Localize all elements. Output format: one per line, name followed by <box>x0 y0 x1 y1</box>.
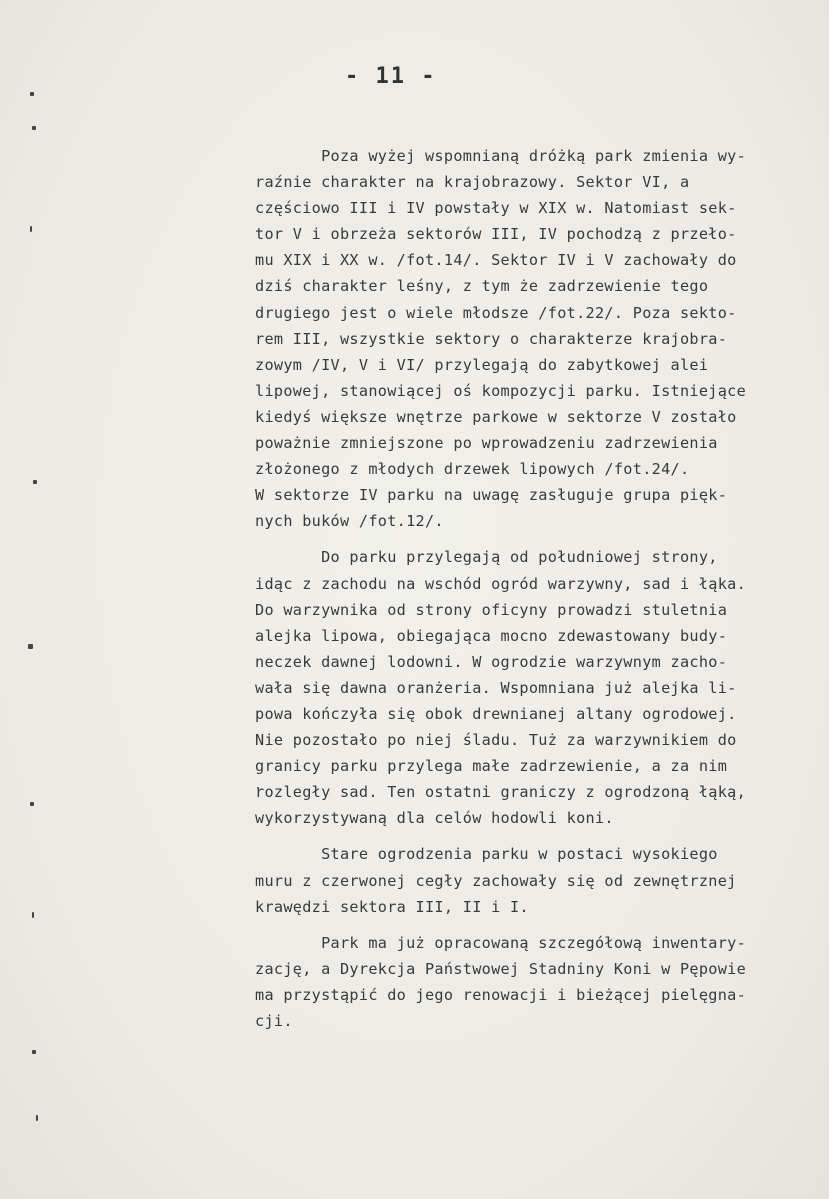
text-line: dziś charakter leśny, z tym że zadrzewienie tego <box>255 277 709 296</box>
body-text <box>255 143 815 1034</box>
text-line: cji. <box>255 1012 293 1030</box>
margin-mark <box>28 644 33 649</box>
text-line: Stare ogrodzenia parku w postaci wysokiego <box>255 845 718 864</box>
paragraph-3 <box>255 841 815 919</box>
text-line: tor V i obrzeża sektorów III, IV pochodzą z przeło- <box>255 225 737 244</box>
text-line: muru z czerwonej cegły zachowały się od zewnętrznej <box>255 871 737 890</box>
margin-mark <box>36 1115 38 1121</box>
text-line: zowym /IV, V i VI/ przylegają do zabytkowej alei <box>255 355 709 374</box>
page-number: - 11 - <box>345 64 437 89</box>
text-line: wykorzystywaną dla celów hodowli koni. <box>255 809 614 828</box>
text-line: Park ma już opracowaną szczegółową inwentary- <box>255 933 747 952</box>
text-line: rem III, wszystkie sektory o charakterze krajobra- <box>255 329 728 348</box>
text-line: Nie pozostało po niej śladu. Tuż za warzywnikiem do <box>255 731 737 750</box>
text-line: kiedyś większe wnętrze parkowe w sektorze V zostało <box>255 407 737 426</box>
text-line: idąc z zachodu na wschód ogród warzywny, sad i łąka. <box>255 574 747 593</box>
margin-mark <box>32 1050 36 1054</box>
margin-mark <box>33 480 37 484</box>
text-line: Poza wyżej wspomnianą dróżką park zmienia wy- <box>255 147 747 165</box>
text-line: częściowo III i IV powstały w XIX w. Natomiast sek- <box>255 199 737 218</box>
paragraph-4 <box>255 930 815 1034</box>
paragraph-1 <box>255 143 815 534</box>
margin-mark <box>32 126 36 130</box>
margin-mark <box>32 912 34 918</box>
text-line: rozległy sad. Ten ostatni graniczy z ogrodzoną łąką, <box>255 783 747 802</box>
text-line: nych buków /fot.12/. <box>255 512 444 531</box>
text-line: Do warzywnika od strony oficyny prowadzi stuletnia <box>255 600 728 619</box>
text-line: krawędzi sektora III, II i I. <box>255 897 529 916</box>
text-line: granicy parku przylega małe zadrzewienie, a za nim <box>255 757 728 776</box>
text-line: mu XIX i XX w. /fot.14/. Sektor IV i V zachowały do <box>255 251 737 270</box>
text-line: drugiego jest o wiele młodsze /fot.22/. Poza sekto- <box>255 303 737 322</box>
margin-mark <box>30 802 34 806</box>
text-line: Do parku przylegają od południowej strony, <box>255 548 718 567</box>
margin-mark <box>30 92 34 96</box>
text-line: W sektorze IV parku na uwagę zasługuje grupa pięk- <box>255 486 728 505</box>
text-line: zację, a Dyrekcja Państwowej Stadniny Koni w Pępowie <box>255 959 747 978</box>
text-line: ma przystąpić do jego renowacji i bieżącej pielęgna- <box>255 985 747 1004</box>
text-line: lipowej, stanowiącej oś kompozycji parku. Istniejące <box>255 381 747 400</box>
text-line: poważnie zmniejszone po wprowadzeniu zadrzewienia <box>255 434 718 453</box>
paragraph-gap <box>255 920 815 930</box>
text-line: powa kończyła się obok drewnianej altany ogrodowej. <box>255 704 737 723</box>
paragraph-gap <box>255 831 815 841</box>
paragraph-2 <box>255 544 815 831</box>
paragraph-gap <box>255 534 815 544</box>
text-line: raźnie charakter na krajobrazowy. Sektor VI, a <box>255 173 690 192</box>
text-line: wała się dawna oranżeria. Wspomniana już alejka li- <box>255 678 737 697</box>
margin-mark <box>30 226 32 232</box>
text-line: złożonego z młodych drzewek lipowych /fot.24/. <box>255 460 690 479</box>
text-line: alejka lipowa, obiegająca mocno zdewastowany budy- <box>255 626 728 645</box>
text-line: neczek dawnej lodowni. W ogrodzie warzywnym zacho- <box>255 652 728 671</box>
